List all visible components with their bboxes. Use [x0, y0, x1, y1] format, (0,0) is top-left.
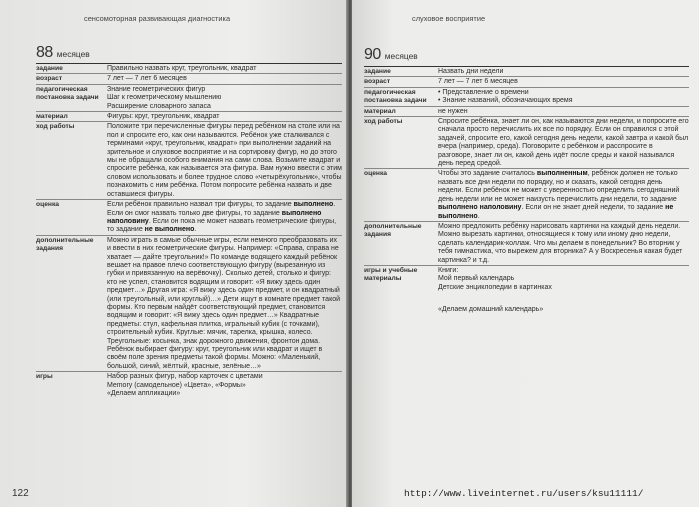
- row-ocenka: [364, 168, 689, 220]
- value-line: Набор разных фигур, набор карточек с цветами: [107, 373, 263, 381]
- row-ocenka: [36, 199, 342, 235]
- text: .: [477, 212, 480, 220]
- row-zadanie: [36, 63, 342, 73]
- row-label: оценка: [364, 170, 388, 178]
- text: . Если он смог назвать только две фигуры, то задание: [107, 201, 336, 217]
- left-page: [0, 0, 348, 507]
- page-number: 122: [12, 488, 29, 499]
- row-label: материал: [364, 107, 396, 115]
- value-line: Книги:: [438, 266, 459, 274]
- watermark-url: http://www.liveinternet.ru/users/ksu11111/: [404, 488, 644, 499]
- row-value: [104, 200, 342, 235]
- bold-text: выполнено наполовину: [438, 204, 522, 212]
- row-value: Спросите ребёнка, знает ли он, как называются дни недели, и попросите его сначала просто перечислить их все по порядку. Если он справился с этой задачей, спросите его, какой сегодня день недели, какой завтра и какой был вчера (например, среда). Поговорите с ребёнком и расспросите в разговоре, знает ли он, какой день идёт после среды и какой назывался день перед средой.: [438, 118, 689, 168]
- row-value: Фигуры: круг, треугольник, квадрат: [107, 113, 220, 121]
- text: . Если он пока не может назвать геометрические фигуры, то задание: [107, 217, 337, 234]
- row-label: игры и учебные материалы: [364, 266, 418, 283]
- row-vozrast: [364, 76, 689, 86]
- row-dop: [36, 235, 342, 372]
- value-line: • Знание названий, обозначающих время: [438, 97, 573, 105]
- row-label: оценка: [36, 201, 60, 209]
- text: .: [194, 226, 197, 234]
- row-pedagogical: [36, 84, 342, 111]
- row-zadanie: [364, 66, 689, 76]
- row-value: Назвать дни недели: [438, 68, 504, 75]
- row-label: педагогическая постановка задачи: [364, 88, 427, 105]
- row-hod: [36, 121, 342, 199]
- row-material: [36, 111, 342, 121]
- age-number: 90: [364, 46, 381, 63]
- row-value: [104, 85, 342, 111]
- age-word: месяцев: [384, 51, 418, 61]
- row-label: дополнительные задания: [36, 236, 94, 253]
- row-label: дополнительные задания: [364, 222, 422, 239]
- value-line: • Представление о времени: [438, 88, 529, 96]
- row-label: игры: [36, 373, 53, 381]
- text: , ребёнок должен не только назвать все дни недели по порядку, но и сказать, какой сегодня день недели. Если ребёнок не может с уверенностью определить сегодняшний день недели или не может наизусть перечислить дни недели, то задание: [438, 170, 680, 203]
- row-label: материал: [36, 113, 68, 121]
- row-value: Положите три перечисленные фигуры перед ребёнком на столе или на пол и спросите его, как они называются. Ребёнок уже сталкивался с терминами «круг, треугольник, квадрат» при выполнении заданий на зрительное и слуховое восприятие и на сортировку фигур, но до этого мы не обращали особого внимания на сами слова. Возьмите квадрат и спросите ребёнка, как называется эта фигура. Вам нужно ввести с этим словом использовать и более трудное слово «четырёхугольник», чтобы познакомить с ним ребёнка. Потом попросите ребёнка назвать и две оставшиеся фигуры.: [107, 123, 342, 198]
- row-pedagogical: [364, 87, 689, 106]
- value-line: Детские энциклопедии в картинках: [438, 283, 552, 291]
- bold-text: не выполнено: [438, 204, 674, 220]
- running-head: слуховое восприятие: [412, 14, 486, 23]
- row-value: не нужен: [438, 107, 468, 115]
- row-label: педагогическая постановка задачи: [36, 85, 99, 102]
- row-material: [364, 106, 689, 116]
- value-line: Расширение словарного запаса: [107, 102, 211, 110]
- row-value: [104, 372, 342, 398]
- row-value: Можно предложить ребёнку нарисовать картинки на каждый день недели. Можно вырезать картинки, относящиеся к тому или иному дню недели, сделать календарик-коллаж. Что мы делаем в понедельник? Во вторник у тебя гимнастика, что вырежем для вторника? А у Воскресенья какая будет картинка? и т.д.: [438, 222, 683, 264]
- row-dop: [364, 221, 689, 265]
- row-igry: [36, 371, 342, 398]
- age-heading: [364, 46, 418, 64]
- value-line: Мой первый календарь: [438, 275, 515, 283]
- bold-text: выполнено: [293, 201, 334, 209]
- value-line: Memory (самодельное) «Цвета», «Формы»: [107, 381, 246, 389]
- row-label: возраст: [36, 75, 63, 83]
- task-table: [364, 66, 689, 315]
- row-value: [435, 88, 689, 106]
- age-number: 88: [36, 44, 53, 61]
- row-value: Можно играть в самые обычные игры, если немного преобразовать их и ввести в них геометрические фигуры. Например: «Справа, справа не хватает — дайте треугольник!» По команде водящего каждый ребёнок вешает на правое плечо соответствующую фигуру (вырезанную из губки и привязанную на верёвочку). Сколько детей, столько и фигур: кто не успел, становится водящим и говорит: «Я вижу здесь один предмет…» Другая игра: «Я вижу здесь один предмет, и он квадратный (или треугольный, или круглый)…» Дети ищут в комнате предмет такой формы. Кто первым найдёт соответствующий предмет, становится водящим и говорит: «Я вижу здесь один предмет…» Квадратные предметы: стул, кафельная плитка, игральный кубик (с точками), строительный кубик. Круглые: мячик, тарелка, крышка, колесо. Треугольные: косынка, знак дорожного движения, фронтон дома. Ребёнок выбирает фигуру: круг, треугольник или квадрат и ищет в своём поле зрения предметы такой формы. Можно: «Маленький, большой, синий, жёлтый, красные, зелёные…»: [107, 236, 341, 370]
- task-table: [36, 63, 342, 398]
- bold-text: выполненным: [536, 170, 588, 178]
- row-vozrast: [36, 73, 342, 83]
- value-line: «Делаем аппликации»: [107, 390, 181, 398]
- row-value: Правильно назвать круг, треугольник, квадрат: [107, 65, 257, 72]
- row-label: задание: [36, 65, 63, 72]
- age-word: месяцев: [56, 49, 90, 59]
- row-label: задание: [364, 68, 391, 75]
- row-value: [435, 266, 689, 315]
- bold-text: не выполнено: [144, 226, 195, 234]
- right-page: [352, 0, 699, 507]
- row-hod: [364, 116, 689, 168]
- text: . Если он не знает дней недели, то задание: [521, 204, 666, 212]
- value-line: «Делаем домашний календарь»: [438, 306, 544, 314]
- text: Чтобы это задание считалось: [438, 170, 537, 178]
- age-heading: [36, 44, 90, 62]
- value-line: Знание геометрических фигур: [107, 85, 206, 93]
- row-value: [435, 169, 689, 220]
- value-line: Шаг к геометрическому мышлению: [107, 94, 222, 102]
- row-label: ход работы: [36, 123, 75, 131]
- text: Если ребёнок правильно назвал три фигуры, то задание: [107, 201, 294, 209]
- running-head: сенсомоторная развивающая диагностика: [84, 14, 231, 23]
- row-value: 7 лет — 7 лет 6 месяцев: [438, 78, 518, 86]
- row-value: 7 лет — 7 лет 6 месяцев: [107, 75, 187, 83]
- row-label: ход работы: [364, 118, 403, 126]
- row-label: возраст: [364, 78, 391, 86]
- bold-text: выполнено наполовину: [107, 209, 322, 225]
- row-igry: [364, 265, 689, 315]
